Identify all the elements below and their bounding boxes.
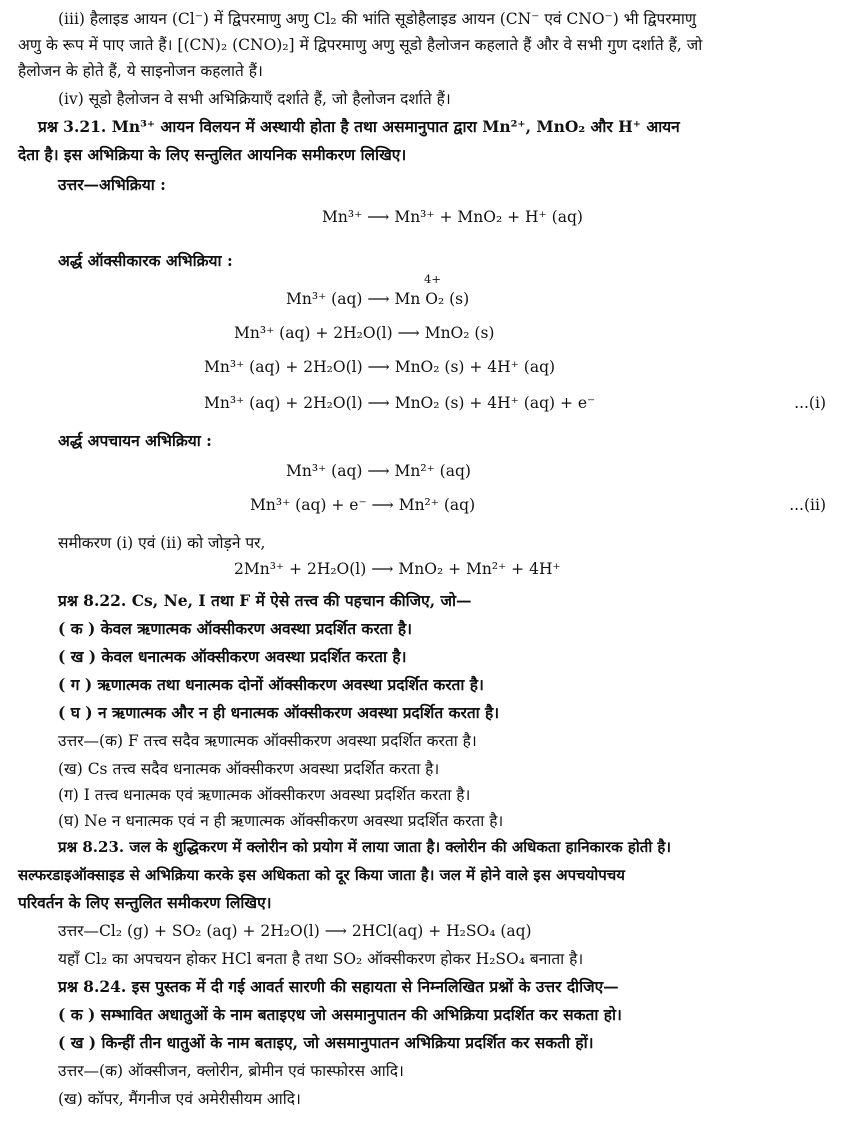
- text-line: अणु के रूप में पाए जाते हैं। [(CN)₂ (CNO)₂] में द्विपरमाणु अणु सूडो हैलोजन कहलाते हैं और वे सभी गुण दर्शाते हैं, जो: [18, 36, 703, 54]
- equation: Mn³⁺ (aq) + 2H₂O(l) ⟶ MnO₂ (s): [234, 324, 495, 342]
- text-line: समीकरण (i) एवं (ii) को जोड़ने पर,: [58, 534, 266, 552]
- answer-line: (ख) Cs तत्त्व सदैव धनात्मक ऑक्सीकरण अवस्था प्रदर्शित करता है।: [58, 760, 440, 778]
- equation: Mn³⁺ (aq) + e⁻ ⟶ Mn²⁺ (aq): [250, 496, 476, 514]
- answer-line: उत्तर—(क) F तत्त्व सदैव ऋणात्मक ऑक्सीकरण अवस्था प्रदर्शित करता है।: [58, 732, 477, 750]
- question-option: ( क ) केवल ऋणात्मक ऑक्सीकरण अवस्था प्रदर्शित करता है।: [58, 619, 413, 638]
- answer-line: उत्तर—(क) ऑक्सीजन, क्लोरीन, ब्रोमीन एवं फास्फोरस आदि।: [58, 1062, 404, 1080]
- question-text: परिवर्तन के लिए सन्तुलित समीकरण लिखिए।: [18, 893, 272, 912]
- question-option: ( क ) सम्भावित अधातुओं के नाम बताइएध जो असमानुपातन की अभिक्रिया प्रदर्शित कर सकता हो।: [58, 1005, 622, 1024]
- question-text: देता है। इस अभिक्रिया के लिए सन्तुलित आयनिक समीकरण लिखिए।: [18, 145, 407, 164]
- question-heading: प्रश्न 3.21. Mn³⁺ आयन विलयन में अस्थायी होता है तथा असमानुपात द्वारा Mn²⁺, MnO₂ और H⁺ आयन: [38, 117, 680, 136]
- oxidation-state-label: 4+: [424, 272, 441, 286]
- answer-line: यहाँ Cl₂ का अपचयन होकर HCl बनता है तथा SO₂ ऑक्सीकरण होकर H₂SO₄ बनाता है।: [58, 950, 584, 968]
- equation-number: ...(ii): [789, 496, 826, 514]
- equation: Mn³⁺ (aq) ⟶ Mn O₂ (s): [286, 290, 470, 308]
- question-text: सल्फरडाइऑक्साइड से अभिक्रिया करके इस अधिकता को दूर किया जाता है। जल में होने वाले इस अपचयोपचय: [18, 866, 625, 884]
- equation: Mn³⁺ ⟶ Mn³⁺ + MnO₂ + H⁺ (aq): [322, 208, 583, 226]
- answer-label: उत्तर—अभिक्रिया :: [58, 175, 166, 194]
- question-heading: प्रश्न 8.22. Cs, Ne, I तथा F में ऐसे तत्त्व की पहचान कीजिए, जो—: [58, 591, 472, 610]
- answer-line: (ख) कॉपर, मैंगनीज एवं अमेरीसीयम आदि।: [58, 1090, 301, 1108]
- equation: Mn³⁺ (aq) + 2H₂O(l) ⟶ MnO₂ (s) + 4H⁺ (aq) + e⁻: [204, 394, 596, 412]
- question-option: ( ख ) किन्हीं तीन धातुओं के नाम बताइए, जो असमानुपातन अभिक्रिया प्रदर्शित कर सकती हों।: [58, 1033, 594, 1052]
- equation: Mn³⁺ (aq) + 2H₂O(l) ⟶ MnO₂ (s) + 4H⁺ (aq): [204, 358, 556, 376]
- question-option: ( ग ) ऋणात्मक तथा धनात्मक दोनों ऑक्सीकरण अवस्था प्रदर्शित करता है।: [58, 675, 484, 694]
- question-heading: प्रश्न 8.24. इस पुस्तक में दी गई आवर्त सारणी की सहायता से निम्नलिखित प्रश्नों के उत्तर दीजिए—: [58, 977, 619, 996]
- section-heading: अर्द्ध अपचायन अभिक्रिया :: [58, 431, 212, 450]
- equation-number: ...(i): [794, 394, 826, 412]
- answer-equation: उत्तर—Cl₂ (g) + SO₂ (aq) + 2H₂O(l) ⟶ 2HCl(aq) + H₂SO₄ (aq): [58, 922, 532, 940]
- equation: Mn³⁺ (aq) ⟶ Mn²⁺ (aq): [286, 462, 471, 480]
- answer-line: (ग) I तत्त्व धनात्मक एवं ऋणात्मक ऑक्सीकरण अवस्था प्रदर्शित करता है।: [58, 786, 471, 804]
- text-line: (iii) हैलाइड आयन (Cl⁻) में द्विपरमाणु अणु Cl₂ की भांति सूडोहैलाइड आयन (CN⁻ एवं CNO⁻) भी द्विपरमाणु: [58, 10, 697, 28]
- text-line: (iv) सूडो हैलोजन वे सभी अभिक्रियाएँ दर्शाते हैं, जो हैलोजन दर्शाते हैं।: [58, 90, 451, 108]
- question-option: ( ख ) केवल धनात्मक ऑक्सीकरण अवस्था प्रदर्शित करता है।: [58, 647, 407, 666]
- question-option: ( घ ) न ऋणात्मक और न ही धनात्मक ऑक्सीकरण अवस्था प्रदर्शित करता है।: [58, 703, 500, 722]
- equation: 2Mn³⁺ + 2H₂O(l) ⟶ MnO₂ + Mn²⁺ + 4H⁺: [234, 560, 561, 578]
- section-heading: अर्द्ध ऑक्सीकारक अभिक्रिया :: [58, 251, 233, 270]
- question-heading: प्रश्न 8.23. जल के शुद्धिकरण में क्लोरीन को प्रयोग में लाया जाता है। क्लोरीन की अधिकता हानिकारक होती है।: [58, 838, 672, 856]
- text-line: हैलोजन के होते हैं, ये साइनोजन कहलाते हैं।: [18, 62, 263, 80]
- answer-line: (घ) Ne न धनात्मक एवं न ही ऋणात्मक ऑक्सीकरण अवस्था प्रदर्शित करता है।: [58, 812, 504, 830]
